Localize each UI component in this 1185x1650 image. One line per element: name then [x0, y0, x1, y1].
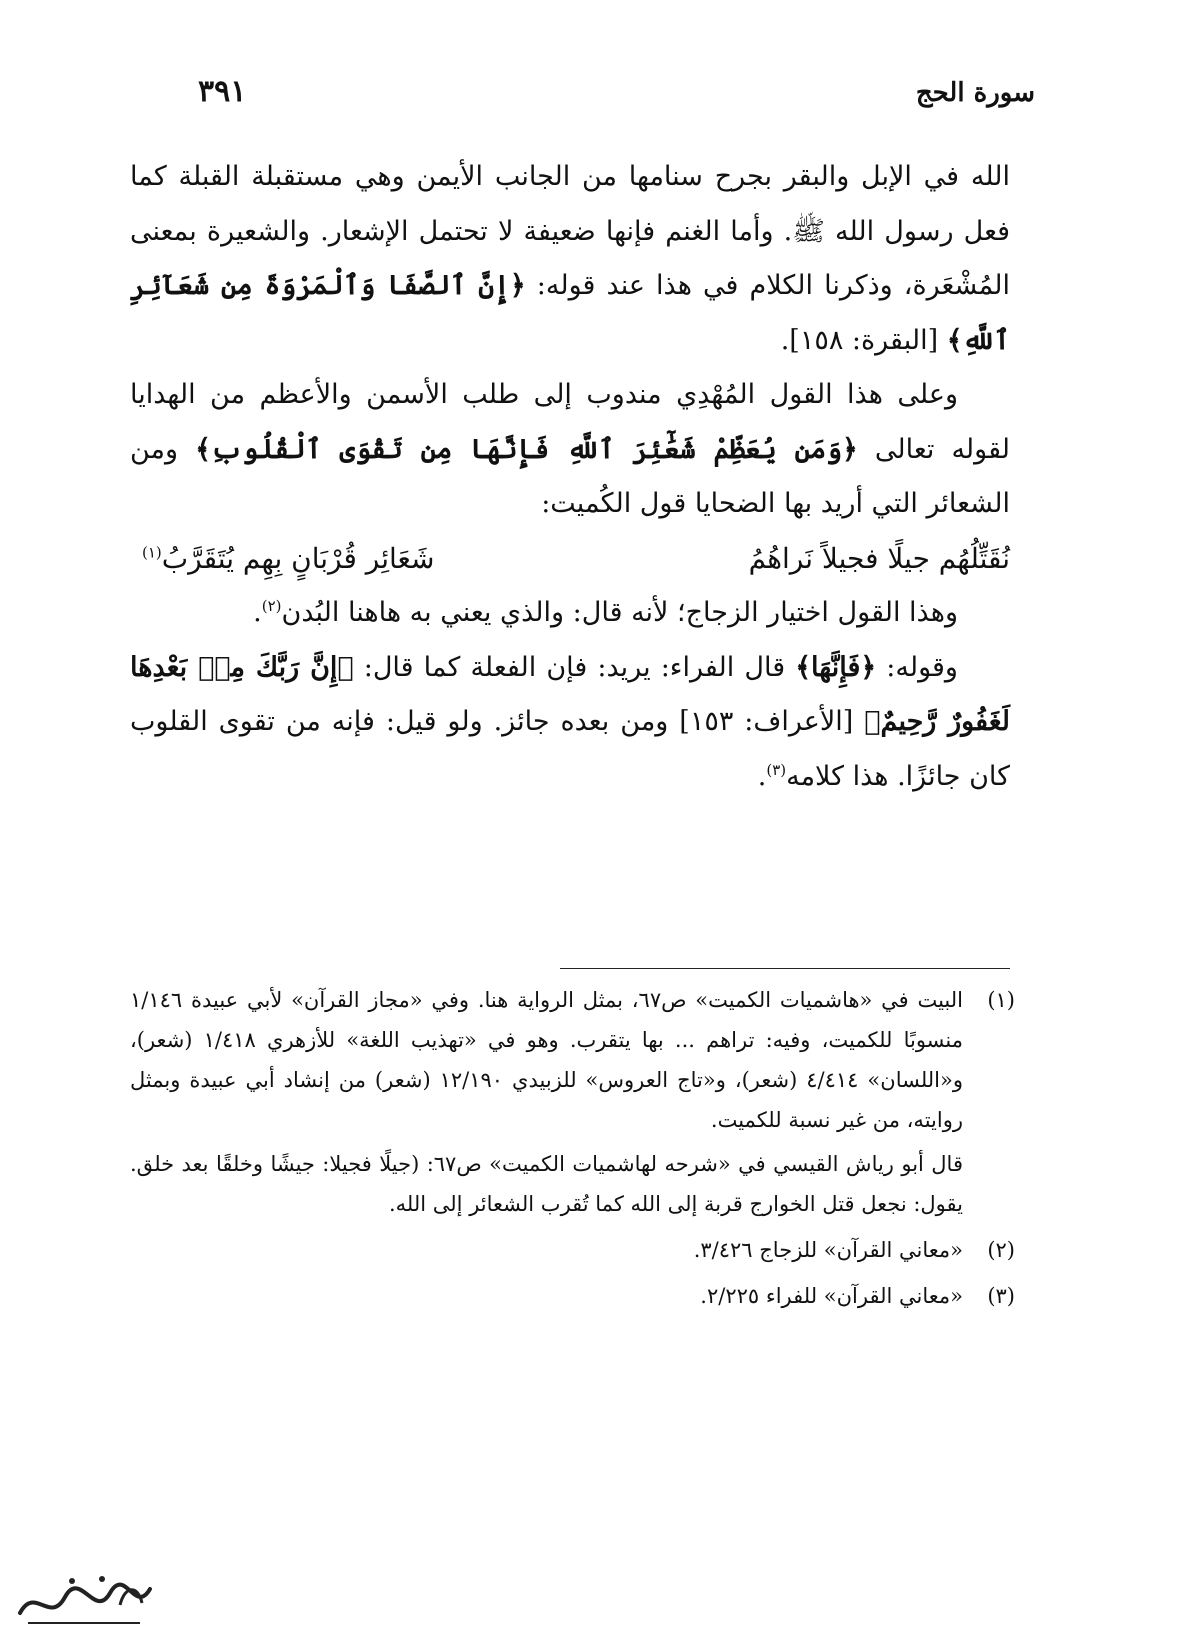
poetry-verse — [130, 532, 1010, 587]
footnote-text: البيت في «هاشميات الكميت» ص٦٧، بمثل الرواية هنا. وفي «مجاز القرآن» لأبي عبيدة ١/١٤٦ منسوبًا للكميت، وفيه: تراهم ... بها يتقرب. وهو في «تهذيب اللغة» للأزهري ١/٤١٨ (شعر)، و«اللسان» ٤/٤١٤ (شعر)، و«تاج العروس» للزبيدي ١٢/١٩٠ (شعر) من إنشاد أبي عبيدة وبمثل روايته، من غير نسبة للكميت. — [130, 988, 964, 1132]
paragraph-4-text-mid: قال الفراء: يريد: فإن الفعلة كما قال: — [363, 651, 786, 683]
main-text — [130, 150, 1010, 804]
footnote-number: (٢) — [987, 1238, 1015, 1262]
quran-reference: [البقرة: ١٥٨]. — [780, 324, 939, 356]
page-header — [150, 74, 1035, 118]
footnote-text: «معاني القرآن» للزجاج ٣/٤٢٦. — [693, 1238, 963, 1262]
footnote-marker: (١) — [142, 543, 162, 562]
footnote-3 — [130, 1276, 1015, 1316]
footnote-separator — [560, 968, 1010, 969]
footnote-1 — [130, 980, 1015, 1140]
quran-quote: ﴿فَإِنَّهَا﴾ — [795, 651, 877, 683]
quran-quote: ﴿إِنَّ ٱلصَّفَا وَٱلْمَرْوَةَ مِن شَعَآئِرِ ٱللَّهِ﴾ — [130, 270, 1010, 356]
footnote-number: (١) — [987, 988, 1015, 1012]
footnote-marker: (٢) — [261, 597, 282, 615]
verse-first-hemistich: نُقَتِّلُهُم جيلًا فجيلاً نَراهُمُ — [748, 541, 1010, 575]
footnote-1-continuation: قال أبو رياش القيسي في «شرحه لهاشميات الكميت» ص٦٧: (جيلًا فجيلا: جيشًا وخلقًا بعد خلق. يقول: نجعل قتل الخوارج قربة إلى الله كما تُقرب الشعائر إلى الله. — [130, 1152, 963, 1216]
running-title: سورة الحج — [915, 78, 1035, 108]
publisher-logo-icon — [10, 1565, 160, 1635]
verse-second-hemistich: شَعَائِر قُرْبَانٍ بِهِم يُتَقَرَّبُ$^{(١)}$ — [142, 541, 435, 575]
footnote-number: (٣) — [987, 1284, 1015, 1308]
footnotes — [130, 980, 1015, 1316]
footnote-text: «معاني القرآن» للفراء ٢/٢٢٥. — [700, 1284, 963, 1308]
paragraph-2-text-end: ومن الشعائر التي أريد بها الضحايا قول الكُميت: — [130, 433, 1010, 519]
paragraph-4-text: وقوله: — [886, 651, 958, 683]
paragraph-1-text: الله في الإبل والبقر بجرح سنامها من الجانب الأيمن وهي مستقبلة القبلة كما فعل رسول الله ﷺ. وأما الغنم فإنها ضعيفة لا تحتمل الإشعار. والشعيرة بمعنى المُشْعَرة، وذكرنا الكلام في هذا عند قوله: — [130, 161, 1010, 301]
quran-quote: ﴿إِنَّ رَبَّكَ مِنۢ بَعْدِهَا لَغَفُورٌ رَّحِيمٌ﴾ — [130, 651, 1010, 737]
page-number: ٣٩١ — [198, 74, 247, 109]
footnote-2 — [130, 1230, 1015, 1270]
paragraph-4-text-end: [الأعراف: ١٥٣] ومن بعده جائز. ولو قيل: فإنه من تقوى القلوب كان جائزًا. هذا كلامه — [130, 706, 1010, 792]
paragraph-3: وهذا القول اختيار الزجاج؛ لأنه قال: والذي يعني به هاهنا البُدن$^{(٢)}$. — [253, 597, 958, 628]
paragraph-3-text: وهذا القول اختيار الزجاج؛ لأنه قال: والذي يعني به هاهنا البُدن — [281, 597, 958, 628]
paragraph-1 — [130, 150, 1010, 368]
footnote-marker: (٣) — [766, 760, 787, 779]
quran-quote: ﴿وَمَن يُعَظِّمْ شَعَٰٓئِرَ ٱللَّهِ فَإِنَّهَا مِن تَقْوَى ٱلْقُلُوبِ﴾ — [195, 433, 858, 465]
paragraph-4: وقوله: ﴿فَإِنَّهَا﴾ قال الفراء: يريد: فإن الفعلة كما قال: ﴿إِنَّ رَبَّكَ مِنۢ بَعْدِهَا لَغَفُورٌ رَّحِيمٌ﴾ [الأعراف: ١٥٣] ومن بعده جائز. ولو قيل: فإنه من تقوى القلوب كان جائزًا. هذا كلامه$^{(٣)}$. — [130, 651, 1010, 792]
paragraph-2-text: وعلى هذا القول المُهْدِي مندوب إلى طلب الأسمن والأعظم من الهدايا لقوله تعالى — [130, 379, 1010, 465]
paragraph-2 — [130, 368, 1010, 532]
